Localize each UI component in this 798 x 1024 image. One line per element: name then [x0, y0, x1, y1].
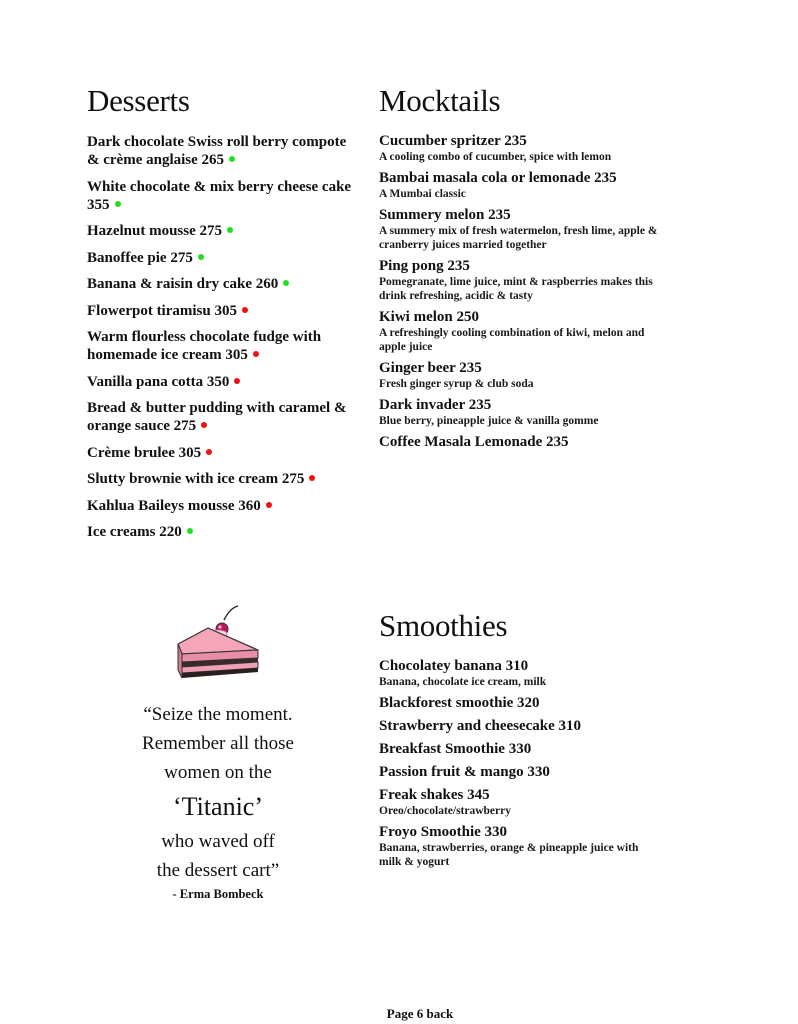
dessert-item: [87, 470, 357, 488]
smoothie-item-name: Chocolatey banana 310: [379, 658, 529, 674]
smoothie-item-name: Strawberry and cheesecake 310: [379, 718, 582, 734]
non-veg-dot-icon: [242, 307, 248, 313]
dessert-item: [87, 497, 357, 515]
veg-dot-icon: [187, 528, 193, 534]
dessert-item-text: Slutty brownie with ice cream 275: [87, 471, 305, 487]
veg-dot-icon: [115, 201, 121, 207]
quote-line-4: ‘Titanic’: [172, 792, 264, 821]
quote-line-1: “Seize the moment.: [143, 704, 293, 725]
quote-author: - Erma Bombeck: [172, 887, 264, 901]
dessert-item: [87, 249, 357, 267]
quote-line-5: who waved off: [161, 831, 275, 852]
dessert-item-text: White chocolate & mix berry cheese cake 355: [87, 178, 352, 213]
mocktail-item: [379, 170, 659, 201]
mocktail-item-description: Fresh ginger syrup & club soda: [379, 378, 534, 390]
dessert-item-text: Hazelnut mousse 275: [87, 223, 222, 239]
smoothie-item: [379, 764, 659, 781]
dessert-item: [87, 178, 357, 214]
smoothie-item: [379, 787, 659, 818]
mocktail-item-description: Pomegranate, lime juice, mint & raspberries makes this drink refreshing, acidic & tasty: [379, 276, 653, 302]
smoothie-item: [379, 824, 659, 869]
dessert-item: [87, 302, 357, 320]
mocktails-section: [379, 82, 659, 457]
mocktail-item: [379, 309, 659, 354]
smoothies-section: [379, 607, 659, 875]
non-veg-dot-icon: [201, 422, 207, 428]
smoothie-item-name: Froyo Smoothie 330: [379, 824, 508, 840]
quote-line-2: Remember all those: [142, 733, 294, 754]
quote-block: [108, 700, 328, 903]
dessert-item-text: Dark chocolate Swiss roll berry compote & crème anglaise 265: [87, 134, 347, 168]
veg-dot-icon: [283, 280, 289, 286]
mocktail-item: [379, 258, 659, 303]
mocktail-item-name: Cucumber spritzer 235: [379, 133, 527, 149]
dessert-item-text: Bread & butter pudding with caramel & orange sauce 275: [87, 400, 347, 434]
dessert-item: [87, 222, 357, 240]
dessert-item-text: Kahlua Baileys mousse 360: [87, 497, 261, 514]
dessert-item-text: Banoffee pie 275: [87, 249, 193, 266]
smoothie-item: [379, 695, 659, 712]
mocktail-item: [379, 434, 659, 451]
mocktail-item: [379, 133, 659, 164]
page-number: Page 6 back: [386, 1006, 454, 1021]
dessert-item-text: Flowerpot tiramisu 305: [87, 302, 237, 319]
smoothie-item-name: Breakfast Smoothie 330: [379, 741, 532, 757]
non-veg-dot-icon: [266, 502, 272, 508]
mocktail-item-name: Coffee Masala Lemonade 235: [379, 434, 569, 450]
mocktail-item: [379, 397, 659, 428]
dessert-item: [87, 275, 357, 293]
smoothie-item-name: Blackforest smoothie 320: [379, 695, 540, 711]
dessert-item-text: Crème brulee 305: [87, 444, 202, 461]
mocktail-item-description: A refreshingly cooling combination of kiwi, melon and apple juice: [379, 327, 645, 353]
dessert-item: [87, 373, 357, 391]
veg-dot-icon: [198, 254, 204, 260]
dessert-item: [87, 444, 357, 462]
mocktail-item-name: Bambai masala cola or lemonade 235: [379, 170, 617, 186]
dessert-item: [87, 523, 357, 541]
quote-line-6: the dessert cart”: [156, 860, 280, 881]
smoothie-item-name: Freak shakes 345: [379, 787, 490, 803]
non-veg-dot-icon: [253, 351, 259, 357]
smoothie-item-description: Oreo/chocolate/strawberry: [379, 805, 511, 817]
mocktail-item-description: A Mumbai classic: [379, 188, 466, 200]
mocktail-item-name: Kiwi melon 250: [379, 309, 479, 325]
dessert-item: [87, 133, 357, 169]
non-veg-dot-icon: [206, 449, 212, 455]
dessert-list: [87, 133, 357, 541]
mocktail-item: [379, 207, 659, 252]
desserts-section: [87, 82, 357, 550]
smoothie-item: [379, 718, 659, 735]
mocktail-item-name: Summery melon 235: [379, 207, 511, 223]
mocktail-item-name: Ginger beer 235: [379, 360, 482, 376]
dessert-item-text: Ice creams 220: [87, 524, 182, 540]
mocktail-item-name: Dark invader 235: [379, 397, 492, 413]
dessert-item: [87, 399, 357, 435]
smoothie-item-description: Banana, chocolate ice cream, milk: [379, 676, 547, 688]
dessert-item: [87, 328, 357, 364]
mocktail-item: [379, 360, 659, 391]
smoothie-item: [379, 741, 659, 758]
smoothie-item-name: Passion fruit & mango 330: [379, 764, 550, 780]
quote-line-3: women on the: [164, 762, 272, 783]
desserts-title: Desserts: [87, 83, 190, 118]
mocktail-item-description: A summery mix of fresh watermelon, fresh lime, apple & cranberry juices married together: [379, 225, 658, 251]
smoothie-list: [379, 658, 659, 869]
veg-dot-icon: [227, 227, 233, 233]
mocktail-list: [379, 133, 659, 451]
smoothie-item-description: Banana, strawberries, orange & pineapple juice with milk & yogurt: [379, 842, 639, 868]
dessert-item-text: Warm flourless chocolate fudge with homemade ice cream 305: [87, 329, 322, 363]
smoothie-item: [379, 658, 659, 689]
non-veg-dot-icon: [309, 475, 315, 481]
mocktail-item-description: Blue berry, pineapple juice & vanilla gomme: [379, 415, 599, 427]
cake-slice-illustration: [172, 604, 264, 682]
mocktail-item-name: Ping pong 235: [379, 258, 470, 274]
veg-dot-icon: [229, 156, 235, 162]
dessert-item-text: Vanilla pana cotta 350: [87, 373, 230, 390]
dessert-item-text: Banana & raisin dry cake 260: [87, 276, 279, 292]
mocktail-item-description: A cooling combo of cucumber, spice with lemon: [379, 151, 612, 163]
non-veg-dot-icon: [234, 378, 240, 384]
smoothies-title: Smoothies: [379, 608, 508, 643]
mocktails-title: Mocktails: [379, 83, 501, 118]
